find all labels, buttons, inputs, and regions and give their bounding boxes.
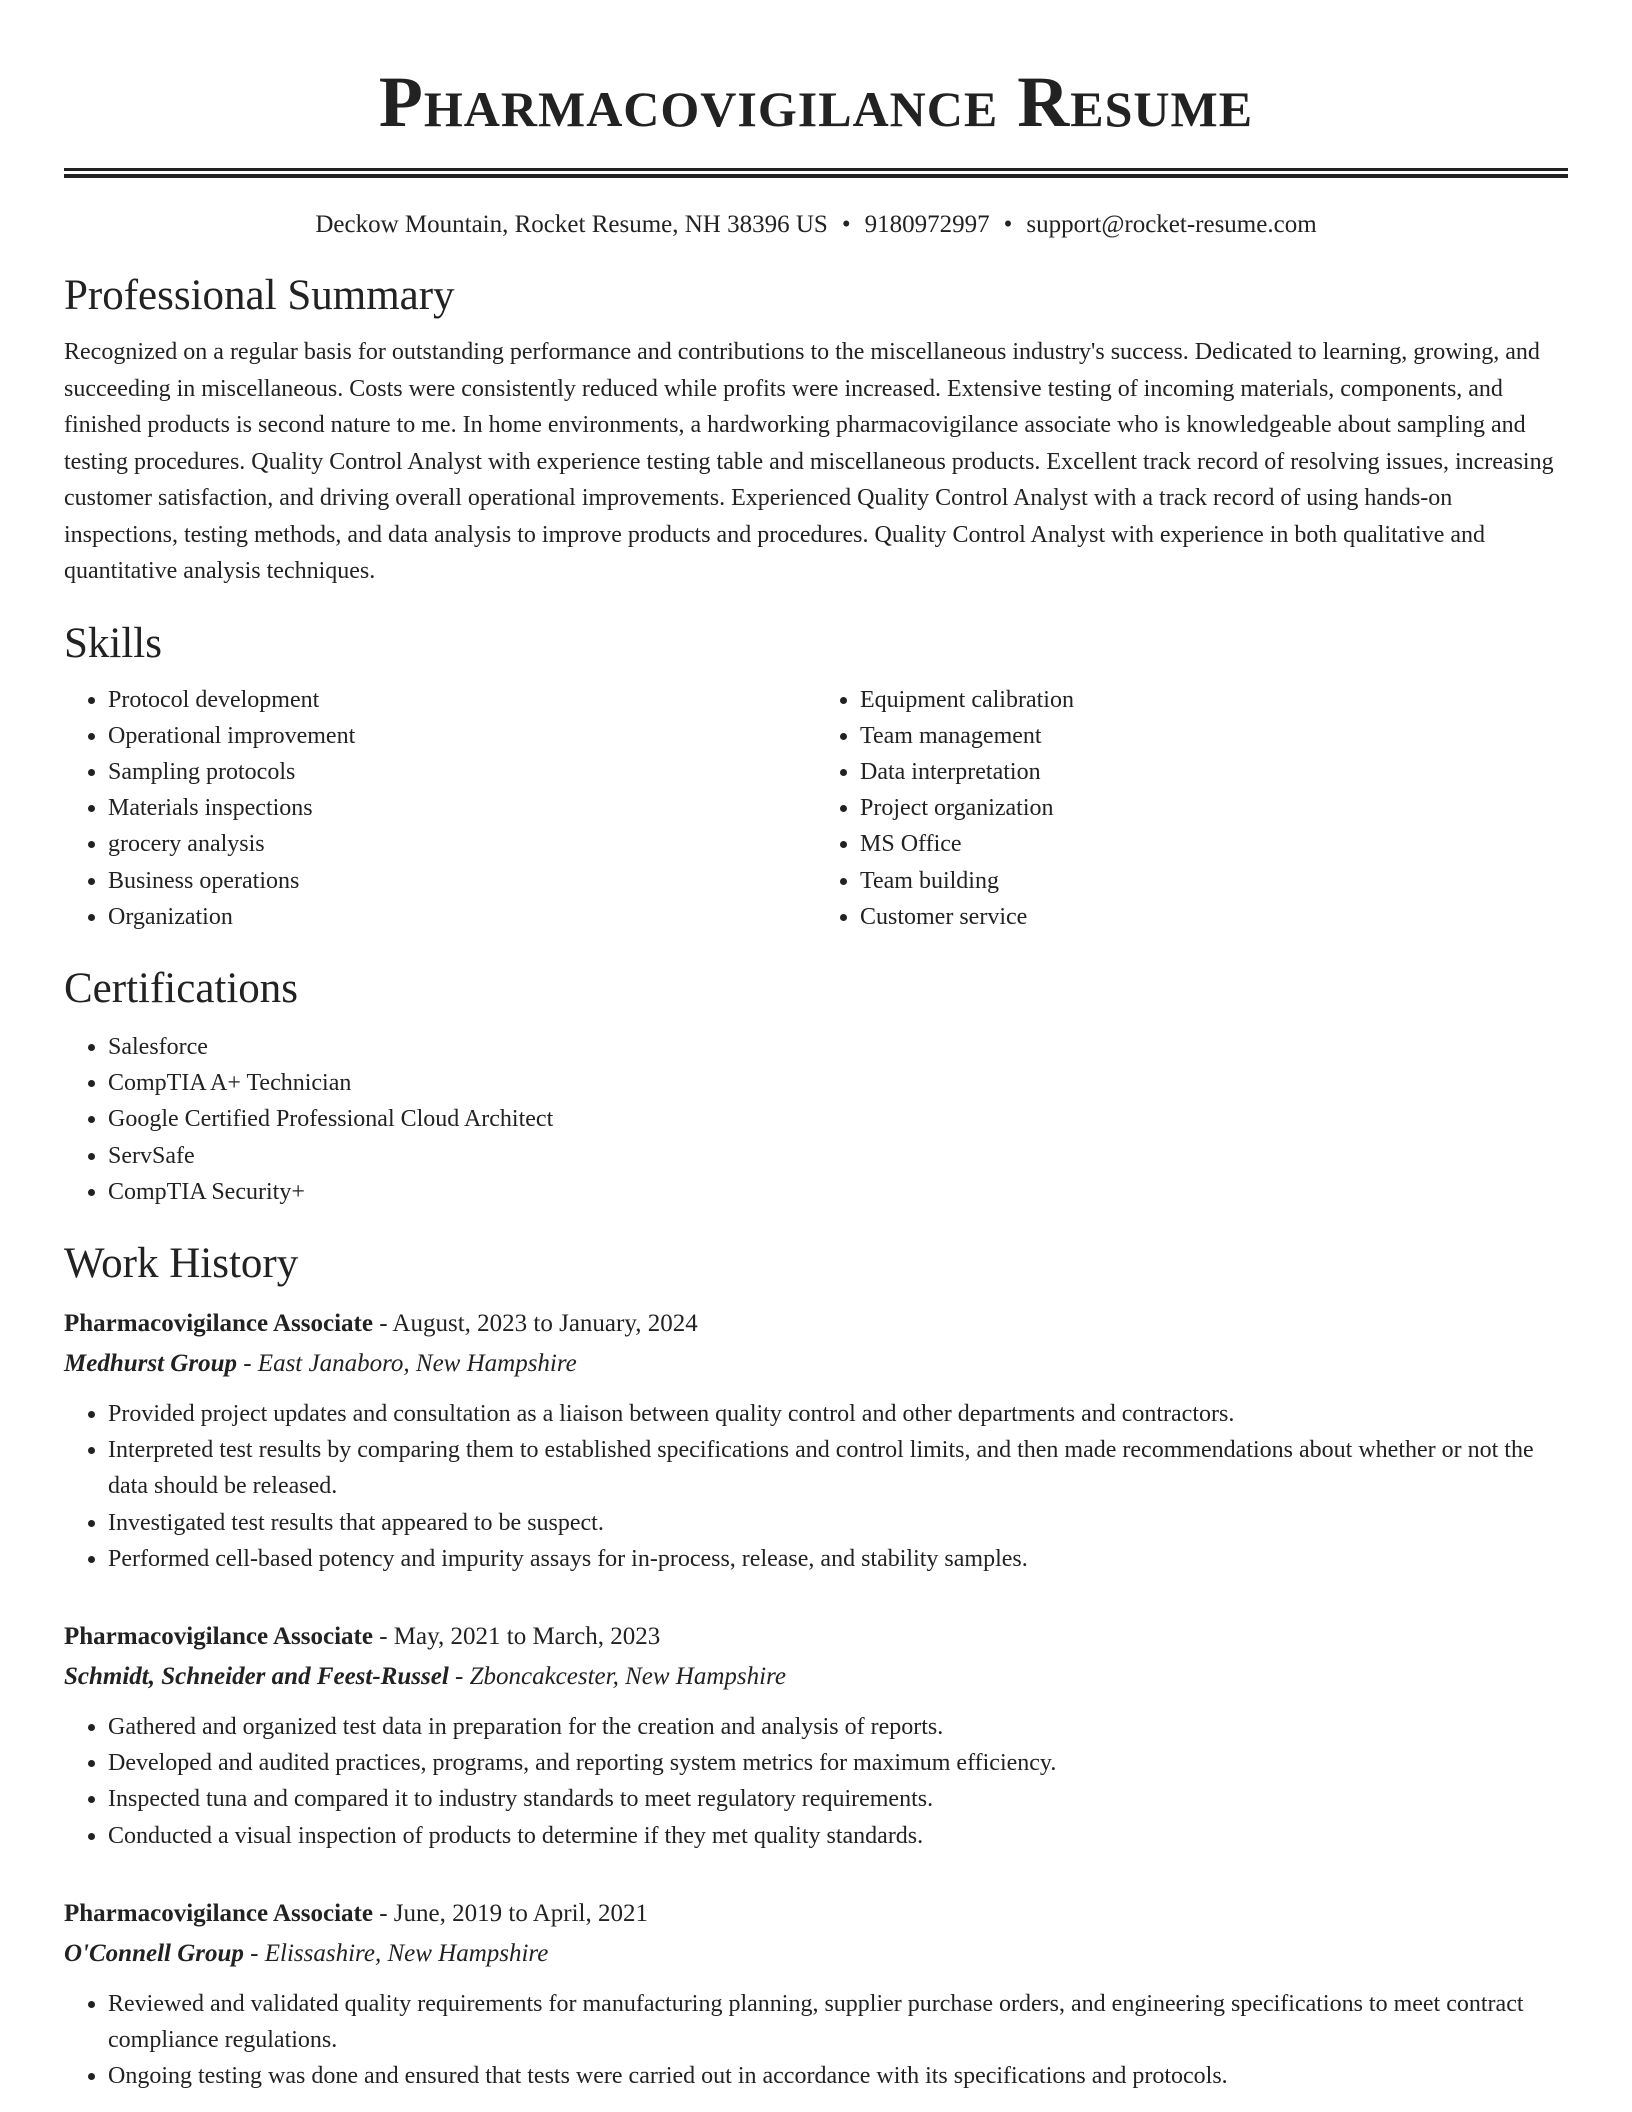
job-location: - Zboncakcester, New Hampshire: [455, 1662, 786, 1690]
resume-page: [64, 0, 1568, 2094]
job-role: Pharmacovigilance Associate: [64, 1309, 373, 1337]
job-location: - Elissashire, New Hampshire: [250, 1939, 549, 1967]
job-bullet: • Reviewed and validated quality requirements for manufacturing planning, supplier purchase orders, and engineering specifications to meet contract compliance regulations.: [108, 1986, 1568, 2058]
job-bullet: • Interpreted test results by comparing them to established specifications and control limits, and then made recommendations about whether or not the data should be released.: [108, 1432, 1568, 1504]
skill-item: • Sampling protocols: [108, 754, 816, 790]
job-company-line: [64, 1934, 1568, 1974]
job-company-line: [64, 1344, 1568, 1384]
summary-text: Recognized on a regular basis for outstanding performance and contributions to the miscellaneous industry's success. Dedicated to learning, growing, and succeeding in miscellaneous. Costs were consistently reduced while profits were increased. Extensive testing of incoming materials, components, and finished products is second nature to me. In home environments, a hardworking pharmacovigilance associate who is knowledgeable about sampling and testing procedures. Quality Control Analyst with experience testing table and miscellaneous products. Excellent track record of resolving issues, increasing customer satisfaction, and driving overall operational improvements. Experienced Quality Control Analyst with a track record of using hands-on inspections, testing methods, and data analysis to improve products and procedures. Quality Control Analyst with experience in both qualitative and quantitative analysis techniques.: [64, 339, 1554, 584]
job-role: Pharmacovigilance Associate: [64, 1899, 373, 1927]
contact-address: Deckow Mountain, Rocket Resume, NH 38396 US: [315, 211, 828, 238]
skills-columns: [64, 682, 1568, 935]
certification-item: • Salesforce: [108, 1029, 1568, 1065]
job-bullet: • Conducted a visual inspection of products to determine if they met quality standards.: [108, 1818, 1568, 1854]
skill-item: • Data interpretation: [860, 754, 1568, 790]
certification-item: • CompTIA A+ Technician: [108, 1065, 1568, 1101]
summary-heading: Professional Summary: [64, 272, 455, 319]
job-location: - East Janaboro, New Hampshire: [243, 1349, 577, 1377]
work-history-heading: Work History: [64, 1239, 299, 1287]
job-bullet: • Gathered and organized test data in preparation for the creation and analysis of reports.: [108, 1709, 1568, 1745]
title-divider: [64, 168, 1568, 178]
job-bullet: • Investigated test results that appeared to be suspect.: [108, 1505, 1568, 1541]
job-entry: [64, 1894, 1568, 2095]
job-bullet: • Inspected tuna and compared it to industry standards to meet regulatory requirements.: [108, 1781, 1568, 1817]
job-bullet: • Ongoing testing was done and ensured that tests were carried out in accordance with its specifications and protocols.: [108, 2058, 1568, 2094]
skill-item: • Business operations: [108, 863, 816, 899]
skill-item: • Project organization: [860, 790, 1568, 826]
skill-item: • Customer service: [860, 899, 1568, 935]
skills-heading: Skills: [64, 619, 162, 667]
skill-item: • Team management: [860, 718, 1568, 754]
job-company-line: [64, 1657, 1568, 1697]
job-bullet: • Provided project updates and consultation as a liaison between quality control and other departments and contractors.: [108, 1396, 1568, 1432]
certifications-heading: Certifications: [64, 964, 299, 1012]
skill-item: • Equipment calibration: [860, 682, 1568, 718]
skills-list-left: [64, 682, 816, 935]
resume-title: Pharmacovigilance Resume: [378, 62, 1254, 142]
skill-item: • Organization: [108, 899, 816, 935]
job-entry: [64, 1304, 1568, 1577]
job-bullets: [64, 1396, 1568, 1577]
job-title-line: [64, 1894, 1568, 1934]
job-dates: - May, 2021 to March, 2023: [379, 1622, 661, 1650]
contact-email: support@rocket-resume.com: [1026, 211, 1317, 238]
contact-phone: 9180972997: [864, 211, 990, 238]
certification-item: • CompTIA Security+: [108, 1174, 1568, 1210]
job-dates: - June, 2019 to April, 2021: [379, 1899, 648, 1927]
skill-item: • grocery analysis: [108, 826, 816, 862]
skill-item: • Protocol development: [108, 682, 816, 718]
skill-item: • Team building: [860, 863, 1568, 899]
job-title-line: [64, 1617, 1568, 1657]
skill-item: • MS Office: [860, 826, 1568, 862]
job-entry: [64, 1617, 1568, 1854]
certification-item: • Google Certified Professional Cloud Architect: [108, 1101, 1568, 1137]
skills-list-right: [816, 682, 1568, 935]
contact-separator: •: [1003, 211, 1013, 238]
job-company: Schmidt, Schneider and Feest-Russel: [64, 1662, 449, 1690]
job-bullet: • Performed cell-based potency and impurity assays for in-process, release, and stability samples.: [108, 1541, 1568, 1577]
job-title-line: [64, 1304, 1568, 1344]
skill-item: • Operational improvement: [108, 718, 816, 754]
job-bullets: [64, 1986, 1568, 2095]
job-bullet: • Developed and audited practices, programs, and reporting system metrics for maximum efficiency.: [108, 1745, 1568, 1781]
certifications-list: [64, 1029, 1568, 1210]
job-company: O'Connell Group: [64, 1939, 244, 1967]
contact-line: [64, 208, 1568, 242]
contact-separator: •: [841, 211, 851, 238]
job-role: Pharmacovigilance Associate: [64, 1622, 373, 1650]
job-company: Medhurst Group: [64, 1349, 237, 1377]
certification-item: • ServSafe: [108, 1138, 1568, 1174]
skill-item: • Materials inspections: [108, 790, 816, 826]
job-dates: - August, 2023 to January, 2024: [379, 1309, 698, 1337]
job-bullets: [64, 1709, 1568, 1854]
